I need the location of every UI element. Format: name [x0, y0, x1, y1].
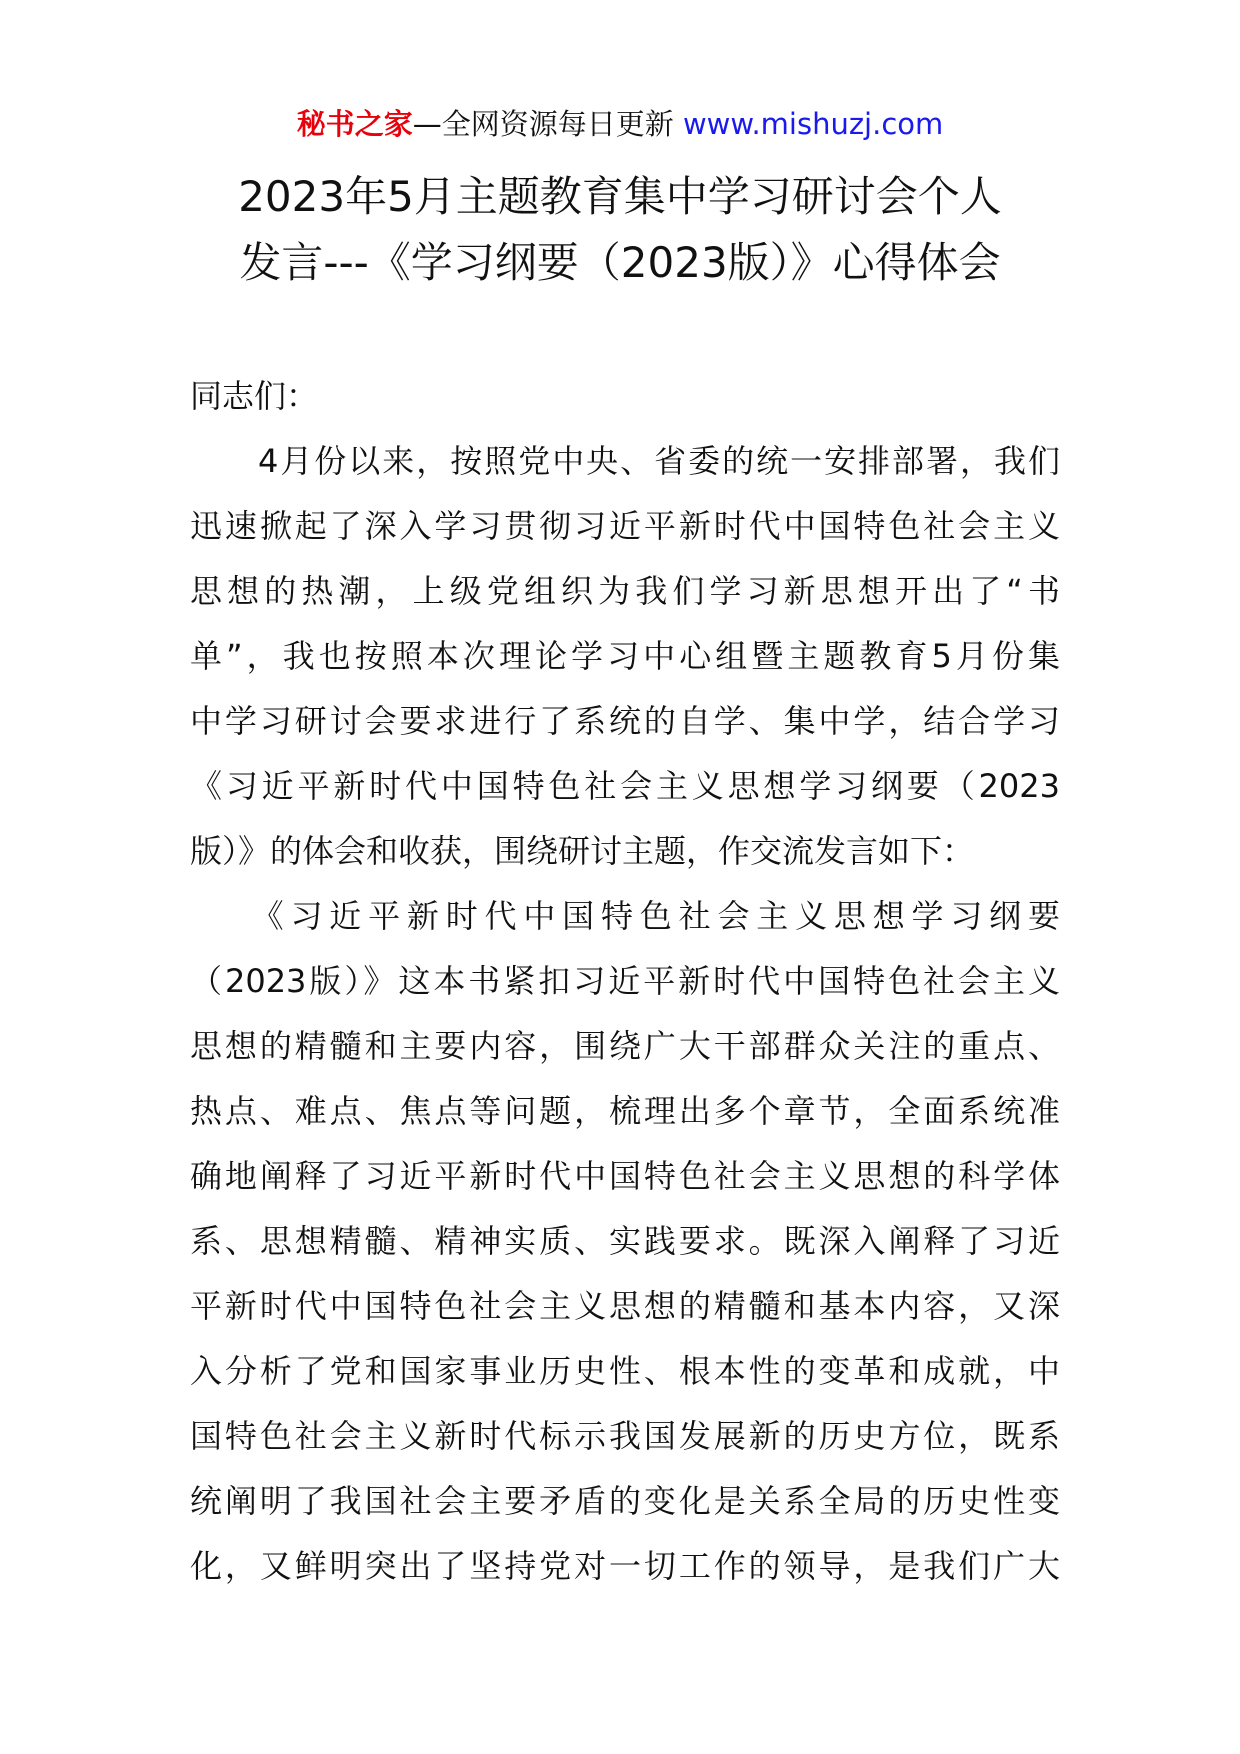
paragraph-line: 确地阐释了习近平新时代中国特色社会主义思想的科学体: [190, 1157, 1060, 1195]
site-url-link[interactable]: www.mishuzj.com: [682, 107, 944, 141]
paragraph-line: 思想的精髓和主要内容，围绕广大干部群众关注的重点、: [190, 1027, 1060, 1065]
paragraph-line: 《习近平新时代中国特色社会主义思想学习纲要: [190, 897, 1060, 935]
document-title-line-1: 2023年5月主题教育集中学习研讨会个人: [238, 172, 1002, 221]
paragraph-line: 4月份以来，按照党中央、省委的统一安排部署，我们: [190, 442, 1060, 480]
greeting: 同志们：: [190, 377, 319, 415]
paragraph-line: （2023版）》这本书紧扣习近平新时代中国特色社会主义: [190, 962, 1060, 1000]
paragraph-line: 单”，我也按照本次理论学习中心组暨主题教育5月份集: [190, 637, 1060, 675]
paragraph-line: 系、思想精髓、精神实质、实践要求。既深入阐释了习近: [190, 1222, 1060, 1260]
site-header: [0, 102, 1240, 146]
paragraph-line: 平新时代中国特色社会主义思想的精髓和基本内容，又深: [190, 1287, 1060, 1325]
paragraph-1: [190, 429, 1060, 884]
paragraph-line: 《习近平新时代中国特色社会主义思想学习纲要（2023: [190, 767, 1060, 805]
paragraph-line: 统阐明了我国社会主要矛盾的变化是关系全局的历史性变: [190, 1482, 1060, 1520]
paragraph-line: 化，又鲜明突出了坚持党对一切工作的领导，是我们广大: [190, 1547, 1060, 1585]
paragraph-line: 热点、难点、焦点等问题，梳理出多个章节，全面系统准: [190, 1092, 1060, 1130]
paragraph-line: 中学习研讨会要求进行了系统的自学、集中学，结合学习: [190, 702, 1060, 740]
document-title-line-2: 发言---《学习纲要（2023版）》心得体会: [239, 238, 1001, 287]
paragraph-line: 思想的热潮，上级党组织为我们学习新思想开出了“书: [190, 572, 1060, 610]
paragraph-line: 迅速掀起了深入学习贯彻习近平新时代中国特色社会主义: [190, 507, 1060, 545]
document-body: [190, 364, 1060, 1599]
paragraph-line: 国特色社会主义新时代标示我国发展新的历史方位，既系: [190, 1417, 1060, 1455]
paragraph-line: 版）》的体会和收获，围绕研讨主题，作交流发言如下：: [190, 832, 975, 870]
site-tagline: —全网资源每日更新: [412, 107, 674, 141]
paragraph-2: [190, 884, 1060, 1599]
document-title: [140, 164, 1100, 296]
site-brand: 秘书之家: [296, 107, 413, 141]
paragraph-line: 入分析了党和国家事业历史性、根本性的变革和成就，中: [190, 1352, 1060, 1390]
